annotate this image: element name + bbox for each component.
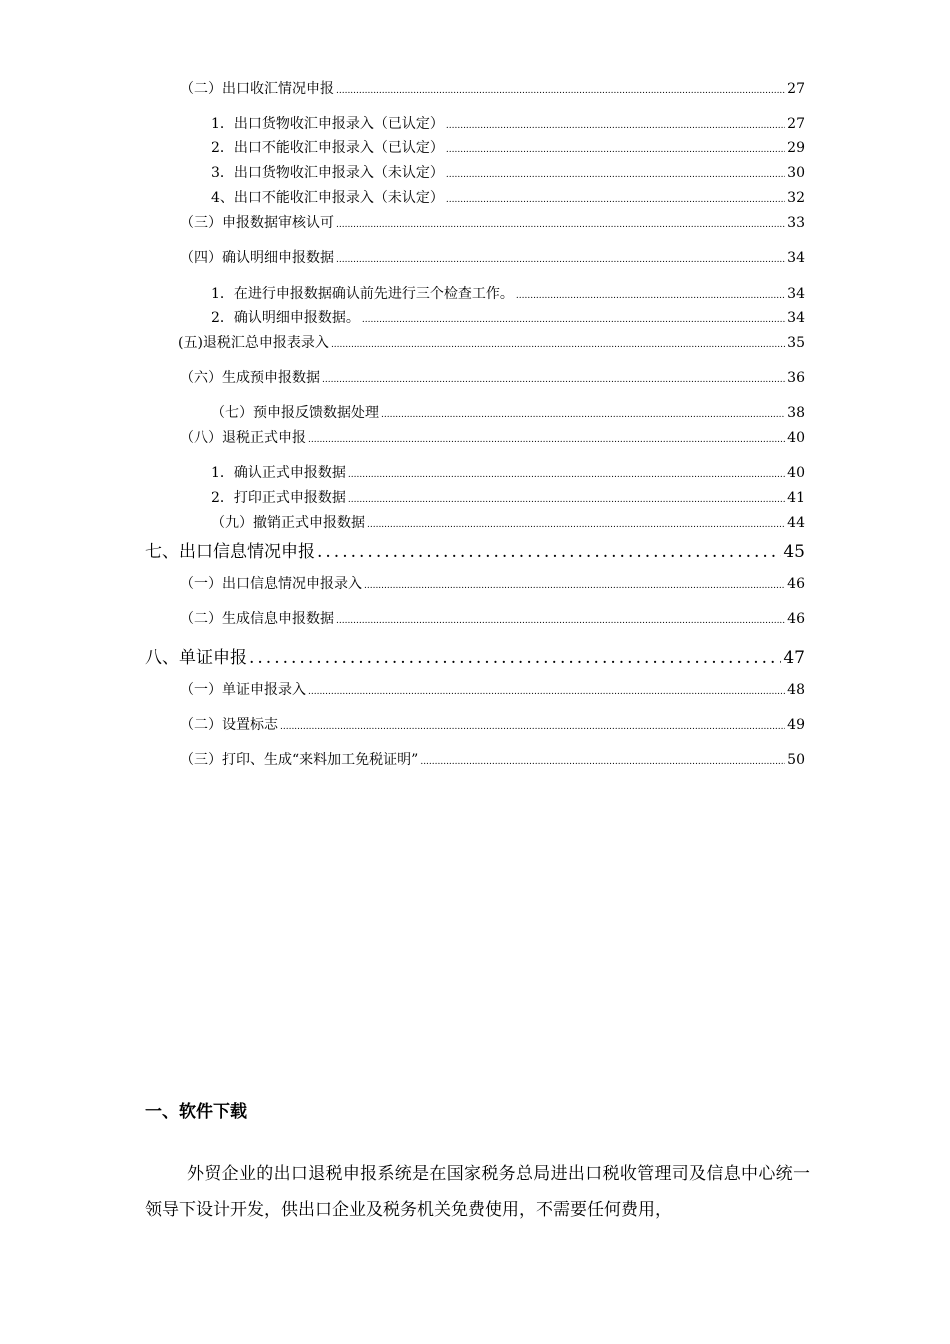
toc-entry-label: 2．打印正式申报数据 — [211, 490, 346, 506]
toc-page-number: 44 — [787, 515, 805, 531]
toc-entry[interactable] — [211, 487, 805, 507]
section-heading: 一、软件下载 — [145, 1102, 247, 1122]
toc-leader — [381, 410, 785, 420]
toc-leader — [336, 86, 785, 96]
toc-entry-label: （六）生成预申报数据 — [180, 370, 320, 386]
toc-page-number: 49 — [787, 717, 805, 733]
toc-leader — [331, 340, 785, 350]
toc-entry[interactable] — [180, 749, 805, 769]
toc-entry[interactable] — [211, 162, 805, 182]
toc-entry[interactable] — [211, 137, 805, 157]
toc-entry[interactable] — [211, 187, 805, 207]
toc-entry[interactable] — [180, 367, 805, 387]
toc-page-number: 34 — [787, 286, 805, 302]
toc-entry-label: 2．确认明细申报数据。 — [211, 310, 360, 326]
toc-leader — [446, 145, 785, 155]
toc-page-number: 30 — [787, 165, 805, 181]
toc-entry-chapter[interactable] — [145, 537, 805, 562]
toc-leader — [308, 687, 785, 697]
toc-entry[interactable] — [180, 78, 805, 98]
toc-page-number: 38 — [787, 405, 805, 421]
toc-page-number: 34 — [787, 250, 805, 266]
toc-leader — [308, 435, 785, 445]
toc-leader — [364, 581, 785, 591]
toc-entry[interactable] — [211, 113, 805, 133]
body-paragraph: 外贸企业的出口退税申报系统是在国家税务总局进出口税收管理司及信息中心统一领导下设计开发，供出口企业及税务机关免费使用，不需要任何费用， — [145, 1164, 810, 1220]
toc-leader — [322, 375, 785, 385]
toc-leader — [420, 757, 785, 767]
toc-leader — [362, 315, 785, 325]
toc-page-number: 32 — [787, 190, 805, 206]
toc-page-number: 27 — [787, 81, 805, 97]
toc-leader — [446, 121, 785, 131]
toc-leader — [367, 520, 785, 530]
toc-entry[interactable] — [211, 402, 805, 422]
toc-entry-label: （四）确认明细申报数据 — [180, 250, 334, 266]
toc-page-number: 40 — [787, 430, 805, 446]
toc-leader — [249, 648, 781, 668]
toc-entry-label: 1．出口货物收汇申报录入（已认定） — [211, 116, 444, 132]
toc-entry-chapter[interactable] — [145, 643, 805, 668]
toc-leader — [348, 495, 785, 505]
toc-entry-label: 八、单证申报 — [145, 648, 247, 668]
toc-entry[interactable] — [180, 608, 805, 628]
toc-entry[interactable] — [180, 427, 805, 447]
toc-leader — [317, 542, 781, 562]
toc-page-number: 47 — [783, 648, 805, 668]
toc-page-number: 45 — [783, 542, 805, 562]
toc-leader — [336, 220, 785, 230]
toc-leader — [336, 616, 785, 626]
toc-page-number: 48 — [787, 682, 805, 698]
toc-page-number: 27 — [787, 116, 805, 132]
toc-page-number: 50 — [787, 752, 805, 768]
toc-leader — [516, 291, 785, 301]
toc-entry-label: (五)退税汇总申报表录入 — [178, 335, 329, 351]
toc-page-number: 33 — [787, 215, 805, 231]
toc-entry-label: （一）单证申报录入 — [180, 682, 306, 698]
toc-entry-label: （八）退税正式申报 — [180, 430, 306, 446]
toc-entry-label: （一）出口信息情况申报录入 — [180, 576, 362, 592]
toc-entry[interactable] — [211, 462, 805, 482]
toc-page-number: 46 — [787, 611, 805, 627]
toc-page-number: 35 — [787, 335, 805, 351]
toc-entry[interactable] — [180, 714, 805, 734]
toc-entry[interactable] — [180, 573, 805, 593]
toc-page-number: 36 — [787, 370, 805, 386]
toc-entry-label: （三）打印、生成“来料加工免税证明” — [180, 752, 419, 768]
toc-entry-label: 1．在进行申报数据确认前先进行三个检查工作。 — [211, 286, 514, 302]
toc-page-number: 29 — [787, 140, 805, 156]
toc-leader — [446, 170, 785, 180]
toc-entry[interactable] — [180, 212, 805, 232]
toc-entry-label: （二）出口收汇情况申报 — [180, 81, 334, 97]
toc-entry-label: （二）生成信息申报数据 — [180, 611, 334, 627]
toc-entry[interactable] — [211, 283, 805, 303]
toc-entry-label: （二）设置标志 — [180, 717, 278, 733]
toc-entry-label: 3．出口货物收汇申报录入（未认定） — [211, 165, 444, 181]
toc-page-number: 40 — [787, 465, 805, 481]
toc-entry-label: 七、出口信息情况申报 — [145, 542, 315, 562]
toc-entry[interactable] — [180, 679, 805, 699]
toc-entry[interactable] — [178, 332, 805, 352]
toc-leader — [280, 722, 785, 732]
toc-entry-label: （九）撤销正式申报数据 — [211, 515, 365, 531]
toc-entry-label: （七）预申报反馈数据处理 — [211, 405, 379, 421]
toc-leader — [348, 470, 785, 480]
toc-page-number: 41 — [787, 490, 805, 506]
toc-entry-label: 2．出口不能收汇申报录入（已认定） — [211, 140, 444, 156]
toc-page-number: 46 — [787, 576, 805, 592]
toc-leader — [446, 195, 785, 205]
toc-entry[interactable] — [180, 247, 805, 267]
toc-entry-label: 4、出口不能收汇申报录入（未认定） — [211, 190, 444, 206]
toc-leader — [336, 255, 785, 265]
toc-page-number: 34 — [787, 310, 805, 326]
toc-entry[interactable] — [211, 512, 805, 532]
toc-entry-label: 1．确认正式申报数据 — [211, 465, 346, 481]
toc-entry[interactable] — [211, 307, 805, 327]
toc-entry-label: （三）申报数据审核认可 — [180, 215, 334, 231]
